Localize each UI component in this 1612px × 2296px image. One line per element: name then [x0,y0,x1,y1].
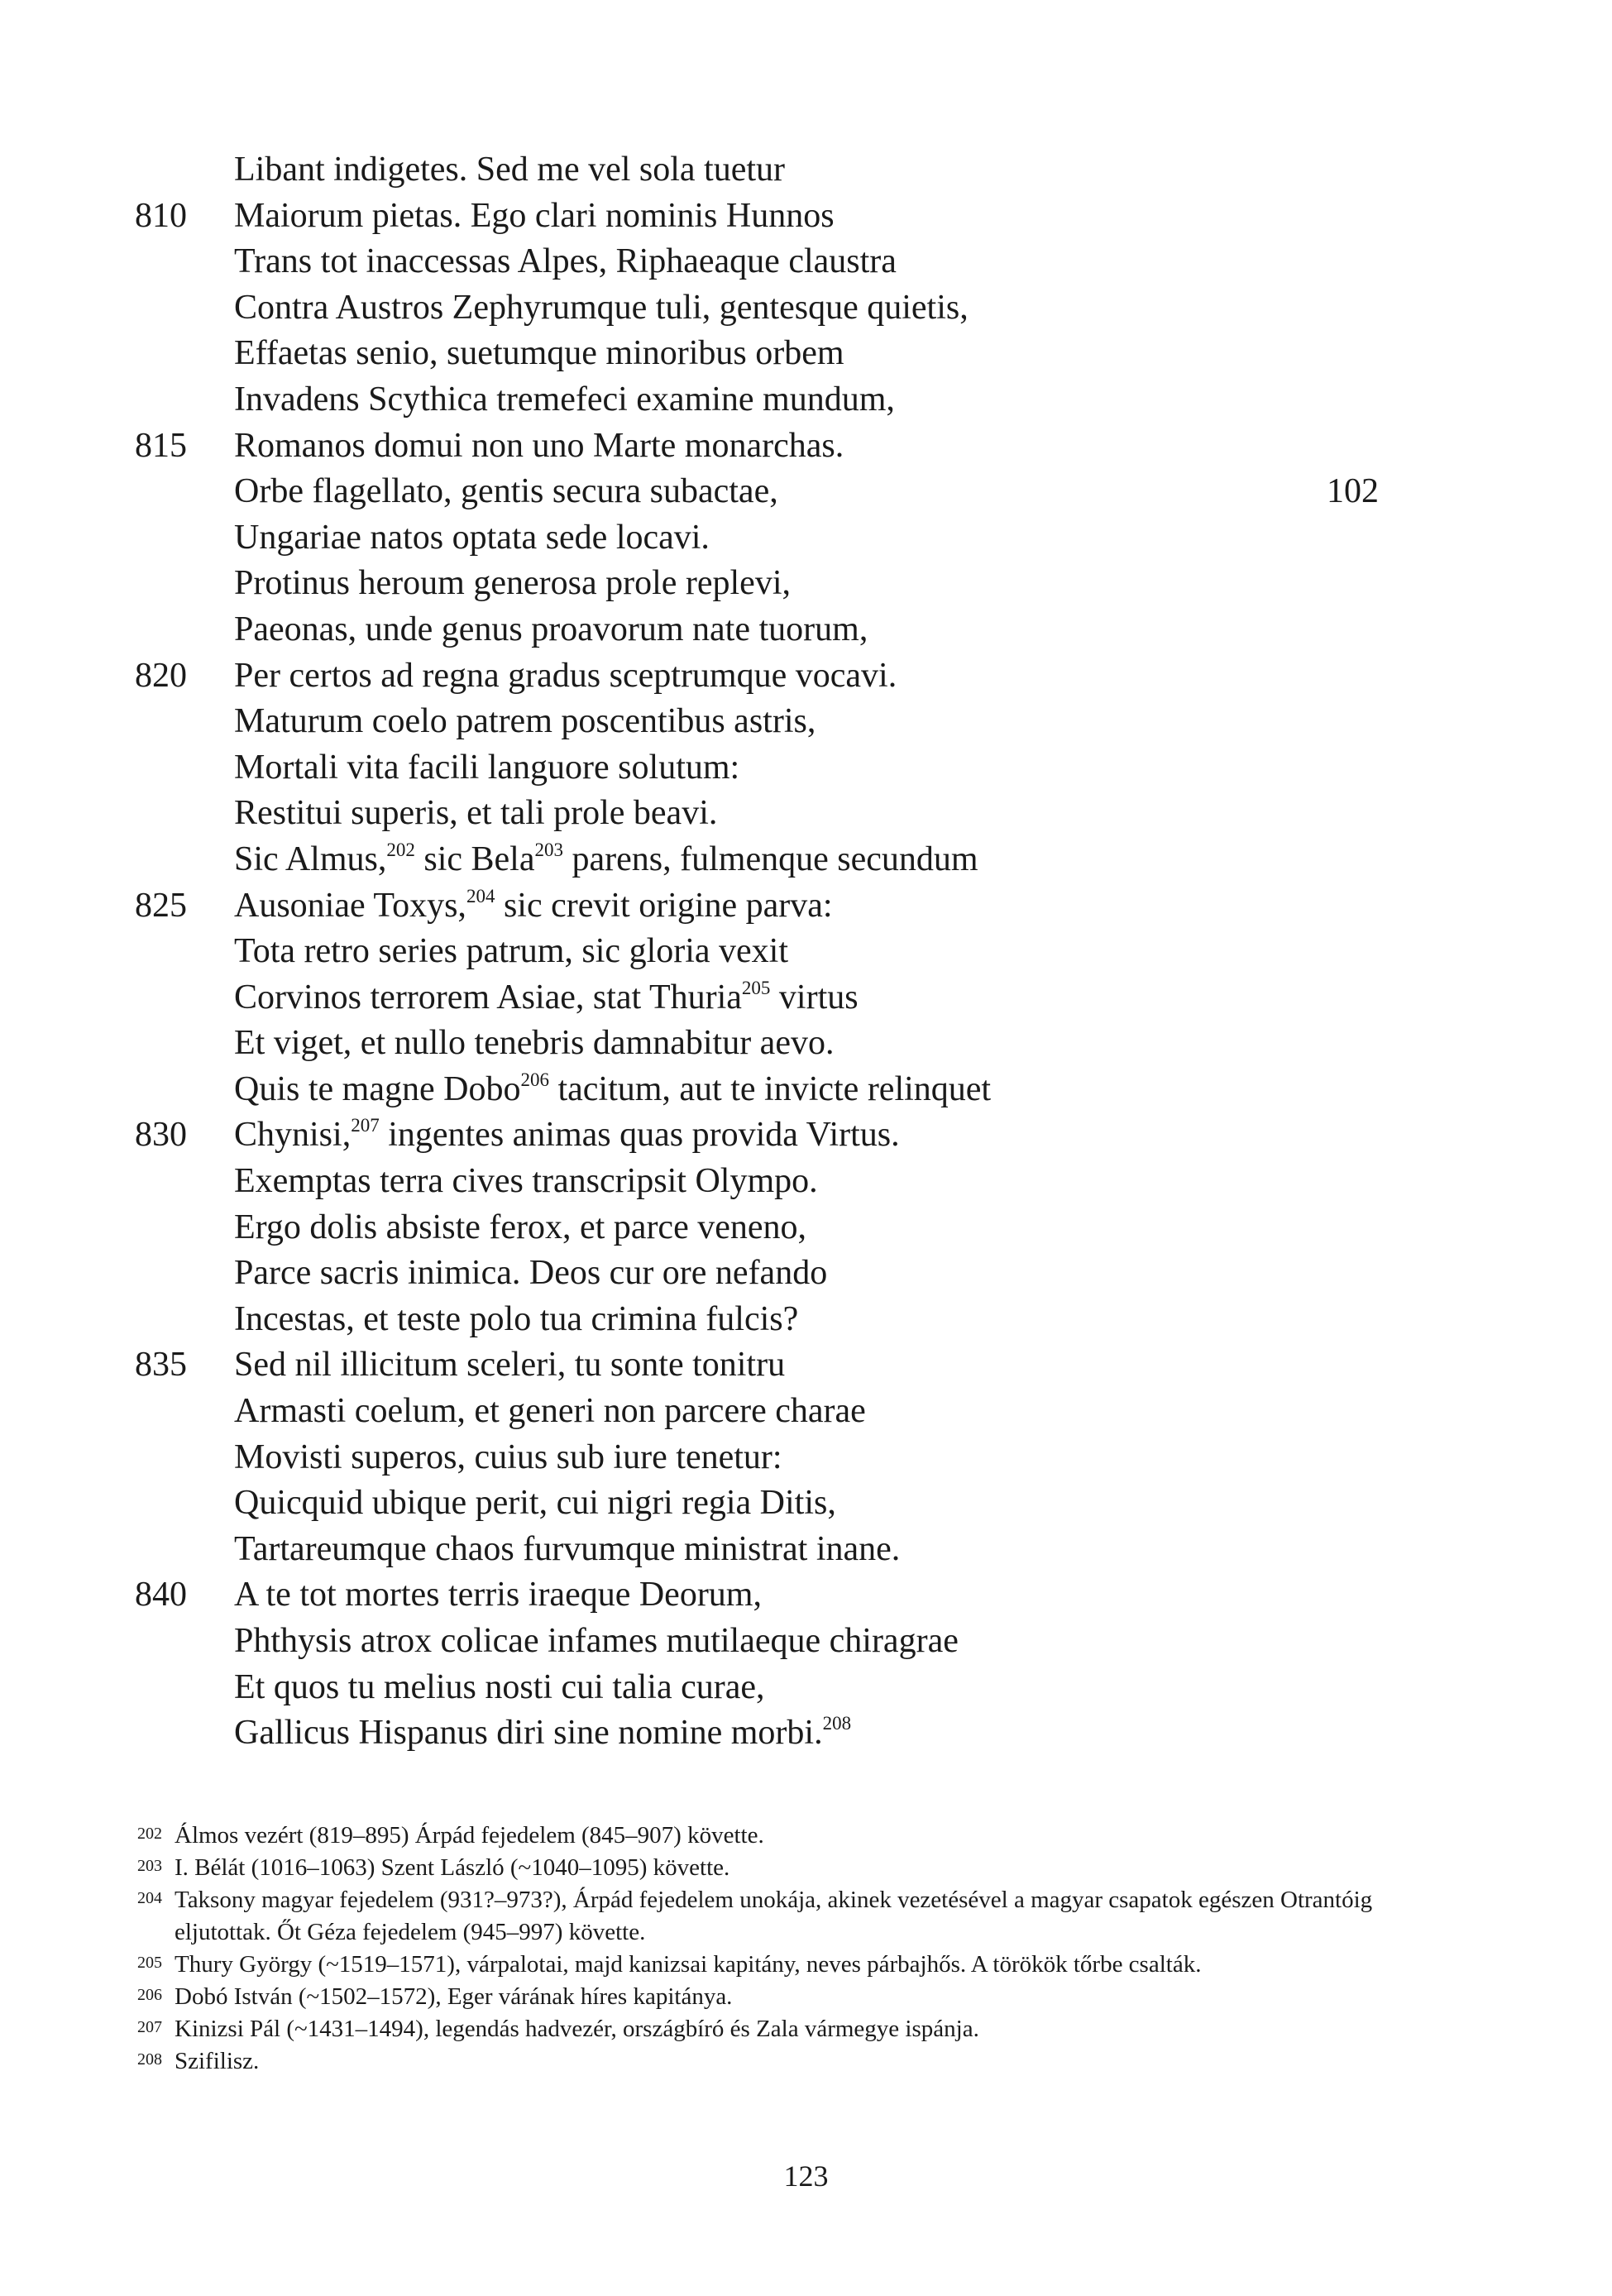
line-number: 810 [135,196,187,235]
footnote-ref: 202 [386,839,415,860]
footnote [0,1820,1612,1852]
margin-page-ref: 102 [1327,472,1379,511]
verse-fragment: parens, fulmenque secundum [563,839,978,878]
verse-text [234,1435,782,1481]
line-number: 830 [135,1116,187,1155]
verse-fragment: Et quos tu melius nosti cui talia curae, [234,1667,765,1706]
footnote-number: 206 [137,1986,162,2004]
verse-text [234,331,844,377]
verse-fragment: A te tot mortes terris iraeque Deorum, [234,1576,762,1614]
line-number: 825 [135,886,187,925]
verse-line [0,883,1612,930]
verse-text [234,1067,991,1113]
verse-line [0,1067,1612,1113]
verse-text [234,515,710,562]
verse-fragment: Romanos domui non uno Marte monarchas. [234,426,844,465]
verse-text [234,1021,834,1067]
verse-fragment: Exemptas terra cives transcripsit Olympo. [234,1162,818,1201]
verse-line [0,1342,1612,1389]
verse-fragment: sic Bela [414,839,535,878]
footnote-text: Kinizsi Pál (~1431–1494), legendás hadvezér, országbíró és Zala vármegye ispánja. [175,2016,979,2042]
verse-fragment: Paeonas, unde genus proavorum nate tuorum, [234,610,868,648]
verse-text [234,423,844,470]
verse-fragment: Restitui superis, et tali prole beavi. [234,794,718,833]
verse-line [0,1297,1612,1343]
verse-line [0,607,1612,653]
verse-fragment: Contra Austros Zephyrumque tuli, gentesque quietis, [234,288,969,327]
verse-fragment: Sed nil illicitum sceleri, tu sonte tonitru [234,1346,786,1385]
verse-text [234,561,791,607]
verse-text [234,699,816,745]
verse-fragment: Per certos ad regna gradus sceptrumque vocavi. [234,656,897,695]
footnote-text: Taksony magyar fejedelem (931?–973?), Árpád fejedelem unokája, akinek vezetésével a magyar csapatok egészen Otrantóig eljutottak. Őt Géza fejedelem (945–997) követte. [175,1887,1373,1945]
verse-fragment: Parce sacris inimica. Deos cur ore nefando [234,1254,828,1293]
verse-text [234,1389,866,1435]
verse-text [234,1527,900,1573]
verse-line [0,975,1612,1021]
verse-fragment: tacitum, aut te invicte relinquet [548,1069,992,1108]
verse-line [0,1527,1612,1573]
verse-text [234,929,788,975]
verse-line [0,423,1612,470]
footnote [0,1852,1612,1884]
verse-fragment: Armasti coelum, et generi non parcere charae [234,1392,866,1431]
footnote-text: Álmos vezért (819–895) Árpád fejedelem (845–907) követte. [175,1822,764,1849]
verse-line [0,1665,1612,1711]
footnote-number: 203 [137,1857,162,1875]
verse-text [234,837,978,883]
verse-fragment: Movisti superos, cuius sub iure tenetur: [234,1437,782,1476]
verse-text [234,1665,765,1711]
verse-fragment: Ausoniae Toxys, [234,886,466,925]
verse-line [0,1021,1612,1067]
verse-line [0,515,1612,562]
footnote [0,1949,1612,1981]
verse-line [0,239,1612,285]
footnote-number: 208 [137,2050,162,2069]
verse-text [234,1572,762,1619]
verse-fragment: Gallicus Hispanus diri sine nomine morbi. [234,1714,823,1753]
verse-fragment: Protinus heroum generosa prole replevi, [234,564,791,603]
verse-fragment: Ergo dolis absiste ferox, et parce veneno, [234,1208,806,1246]
footnote-text: Szifilisz. [175,2048,260,2074]
verse-fragment: Phthysis atrox colicae infames mutilaeque chiragrae [234,1622,959,1660]
verse-line [0,1389,1612,1435]
footnote [0,1884,1612,1949]
line-number: 815 [135,426,187,465]
verse-fragment: Et viget, et nullo tenebris damnabitur aevo. [234,1024,835,1063]
verse-text [234,975,859,1021]
verse-text [234,1159,818,1205]
verse-text [234,1619,959,1665]
footnote-text: Dobó István (~1502–1572), Eger várának híres kapitánya. [175,1983,733,2010]
verse-fragment: Effaetas senio, suetumque minoribus orbem [234,334,844,373]
footnote-ref: 207 [351,1115,380,1136]
verse-fragment: Quicquid ubique perit, cui nigri regia Ditis, [234,1484,836,1523]
verse-line [0,194,1612,240]
verse-fragment: Libant indigetes. Sed me vel sola tuetur [234,151,786,189]
verse-text [234,883,833,930]
verse-text [234,1710,851,1757]
verse-line [0,1619,1612,1665]
verse-fragment: Maturum coelo patrem poscentibus astris, [234,702,816,741]
verse-fragment: virtus [770,978,859,1016]
verse-text [234,1205,806,1251]
verse-fragment: Corvinos terrorem Asiae, stat Thuria [234,978,742,1016]
verse-fragment: Ungariae natos optata sede locavi. [234,518,710,557]
verse-line [0,469,1612,515]
verse-text [234,377,895,423]
verse-text [234,1112,900,1159]
verse-text [234,1480,836,1527]
verse-line [0,1205,1612,1251]
verse-fragment: Mortali vita facili languore solutum: [234,748,740,787]
verse-line [0,147,1612,194]
verse-line [0,837,1612,883]
verse-text [234,1297,798,1343]
footnote-number: 202 [137,1825,162,1843]
verse-text [234,194,835,240]
verse-text [234,653,897,700]
verse-text [234,745,739,792]
page-number: 123 [783,2160,829,2193]
footnote-number: 204 [137,1889,162,1907]
footnote-text: I. Bélát (1016–1063) Szent László (~1040–1095) követte. [175,1854,730,1881]
verse-line [0,929,1612,975]
verse-line [0,1480,1612,1527]
footnote-ref: 204 [466,885,495,906]
verse-line [0,1435,1612,1481]
verse-fragment: sic crevit origine parva: [495,886,833,925]
verse-fragment: Invadens Scythica tremefeci examine mundum, [234,380,895,419]
footnote-ref: 203 [534,839,563,860]
verse-line [0,1112,1612,1159]
footnote [0,1981,1612,2013]
verse-line [0,745,1612,792]
footnote-number: 205 [137,1954,162,1972]
line-number: 820 [135,656,187,695]
verse-line [0,791,1612,837]
verse-text [234,239,897,285]
verse-line [0,285,1612,332]
verse-text [234,469,778,515]
verse-fragment: Tota retro series patrum, sic gloria vexit [234,932,789,971]
footnotes-block [0,1820,1612,2078]
footnote-ref: 205 [741,977,771,998]
footnote-text: Thury György (~1519–1571), várpalotai, majd kanizsai kapitány, neves párbajhős. A törökök tőrbe csalták. [175,1951,1202,1978]
verse-fragment: Sic Almus, [234,839,387,878]
verse-line [0,1159,1612,1205]
verse-text [234,147,785,194]
verse-block [0,147,1612,1757]
verse-fragment: Chynisi, [234,1116,352,1155]
footnote-ref: 208 [822,1713,852,1734]
verse-text [234,285,969,332]
footnote-ref: 206 [520,1069,549,1090]
verse-fragment: Orbe flagellato, gentis secura subactae, [234,472,778,511]
verse-fragment: ingentes animas quas provida Virtus. [379,1116,900,1155]
verse-text [234,791,717,837]
verse-text [234,1251,827,1297]
line-number: 840 [135,1576,187,1614]
footnote-number: 207 [137,2018,162,2036]
verse-line [0,1251,1612,1297]
verse-line [0,1572,1612,1619]
verse-fragment: Trans tot inaccessas Alpes, Riphaeaque claustra [234,242,897,281]
verse-text [234,607,868,653]
verse-line [0,699,1612,745]
verse-fragment: Incestas, et teste polo tua crimina fulcis? [234,1299,799,1338]
verse-line [0,377,1612,423]
verse-line [0,653,1612,700]
verse-fragment: Maiorum pietas. Ego clari nominis Hunnos [234,196,835,235]
footnote [0,2013,1612,2045]
footnote [0,2045,1612,2078]
line-number: 835 [135,1346,187,1385]
verse-line [0,561,1612,607]
verse-fragment: Tartareumque chaos furvumque ministrat inane. [234,1529,901,1568]
verse-fragment: Quis te magne Dobo [234,1069,521,1108]
verse-line [0,331,1612,377]
verse-line [0,1710,1612,1757]
verse-text [234,1342,785,1389]
